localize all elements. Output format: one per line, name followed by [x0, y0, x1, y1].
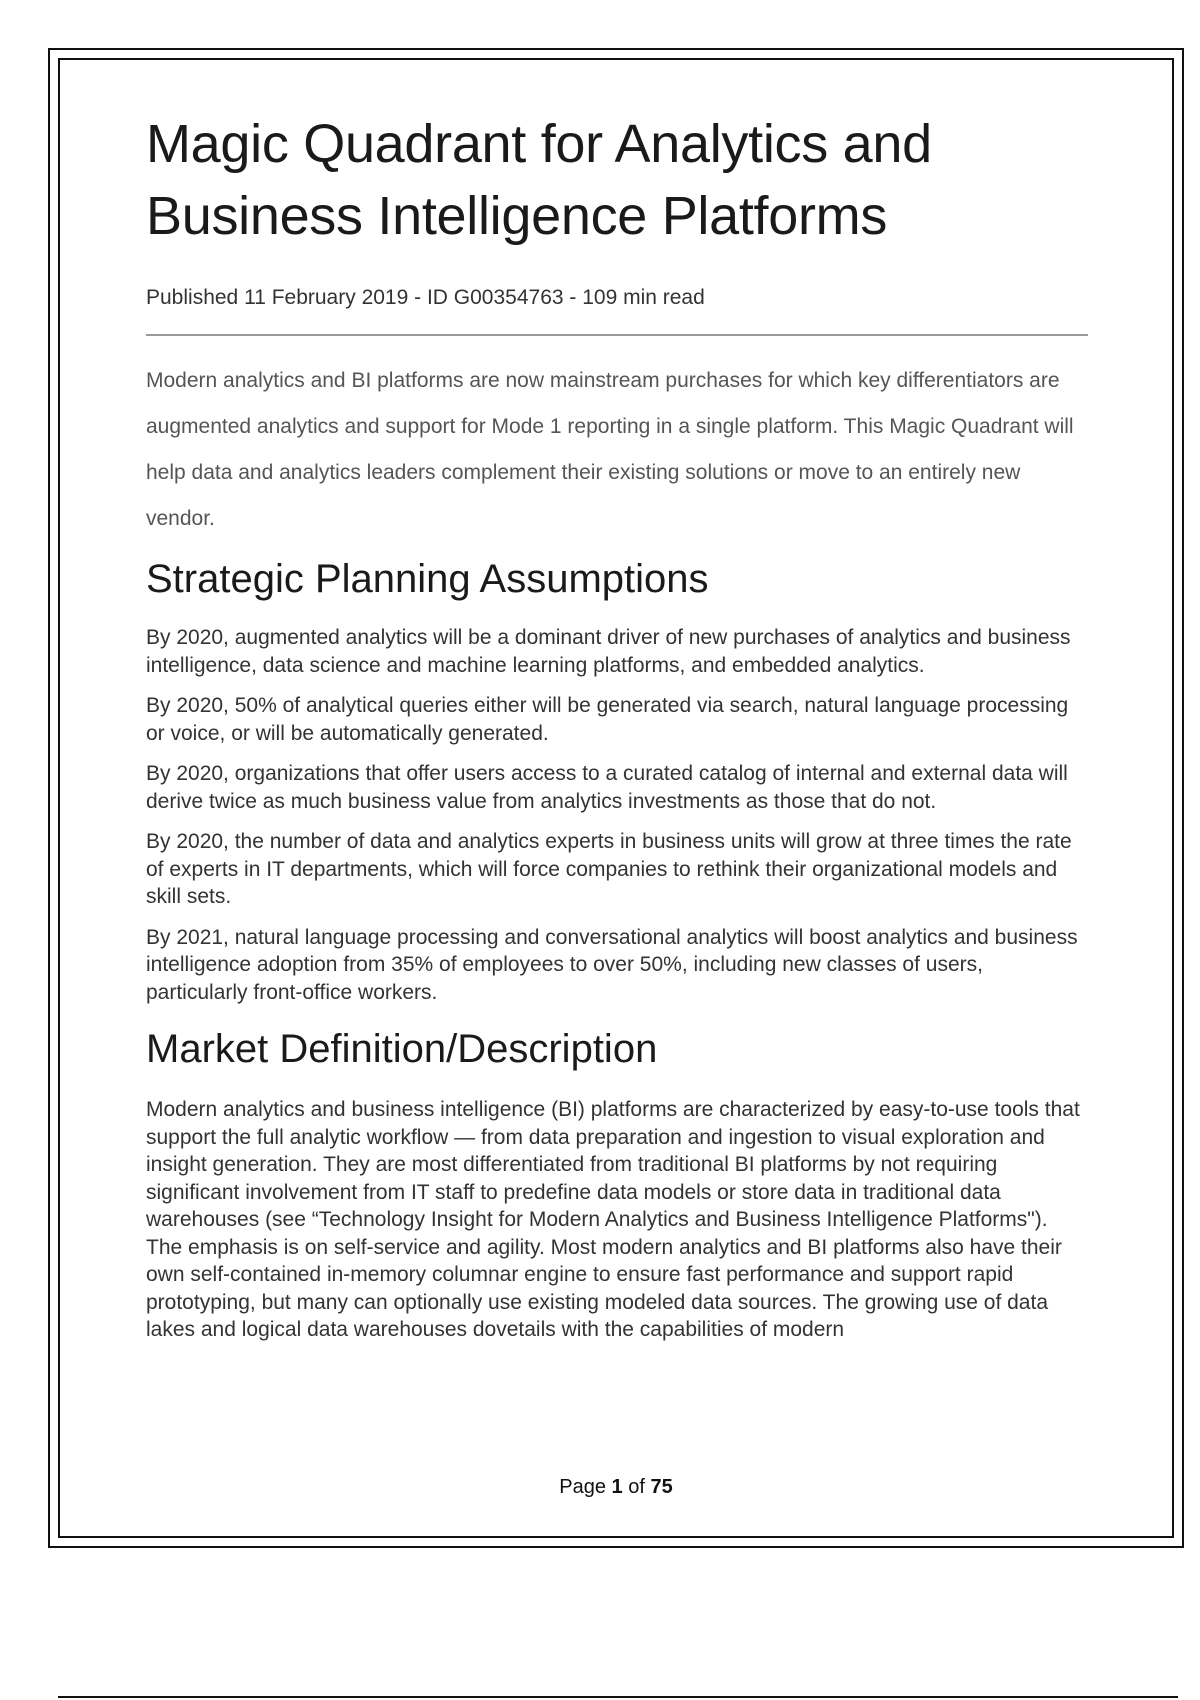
document-title	[146, 108, 1088, 252]
publication-meta: Published 11 February 2019 - ID G00354763 - 109 min read	[146, 286, 705, 309]
assumption-paragraph: By 2020, the number of data and analytics experts in business units will grow at three times the rate of experts in IT departments, which will force companies to rethink their organizational models and skill sets.	[146, 830, 1072, 908]
assumption-paragraph: By 2020, 50% of analytical queries either will be generated via search, natural language processing or voice, or will be automatically generated.	[146, 694, 1069, 745]
section-heading-market: Market Definition/Description	[146, 1027, 658, 1071]
divider	[146, 334, 1088, 336]
document-summary: Modern analytics and BI platforms are now mainstream purchases for which key differentiators are augmented analytics and support for Mode 1 reporting in a single platform. This Magic Quadrant will help data and analytics leaders complement their existing solutions or move to an entirely new vendor.	[146, 369, 1074, 530]
of-label: of	[628, 1476, 645, 1498]
page-label: Page	[559, 1476, 606, 1498]
next-page-edge	[58, 1696, 1178, 1698]
assumption-paragraph: By 2020, augmented analytics will be a dominant driver of new purchases of analytics and business intelligence, data science and machine learning platforms, and embedded analytics.	[146, 626, 1071, 677]
page-total: 75	[650, 1476, 673, 1498]
document-title-line-2: Business Intelligence Platforms	[146, 186, 888, 246]
section-heading-assumptions: Strategic Planning Assumptions	[146, 557, 709, 601]
page-content	[146, 108, 1088, 1357]
document-title-line-1: Magic Quadrant for Analytics and	[146, 114, 932, 174]
page-number: 1	[611, 1476, 623, 1498]
assumption-paragraph: By 2021, natural language processing and conversational analytics will boost analytics and business intelligence adoption from 35% of employees to over 50%, including new classes of users, particularly front-office workers.	[146, 925, 1078, 1004]
market-paragraph: Modern analytics and business intelligence (BI) platforms are characterized by easy-to-use tools that support the full analytic workflow — from data preparation and ingestion to visual exploration and insight generation. They are most differentiated from traditional BI platforms by not requiring significant involvement from IT staff to predefine data models or store data in traditional data warehouses (see “Technology Insight for Modern Analytics and Business Intelligence Platforms"). The emphasis is on self-service and agility. Most modern analytics and BI platforms also have their own self-contained in-memory columnar engine to ensure fast performance and support rapid prototyping, but many can optionally use existing modeled data sources. The growing use of data lakes and logical data warehouses dovetails with the capabilities of modern	[146, 1098, 1080, 1341]
assumption-paragraph: By 2020, organizations that offer users access to a curated catalog of internal and external data will derive twice as much business value from analytics investments as those that do not.	[146, 762, 1068, 813]
page-footer	[58, 1476, 1174, 1499]
